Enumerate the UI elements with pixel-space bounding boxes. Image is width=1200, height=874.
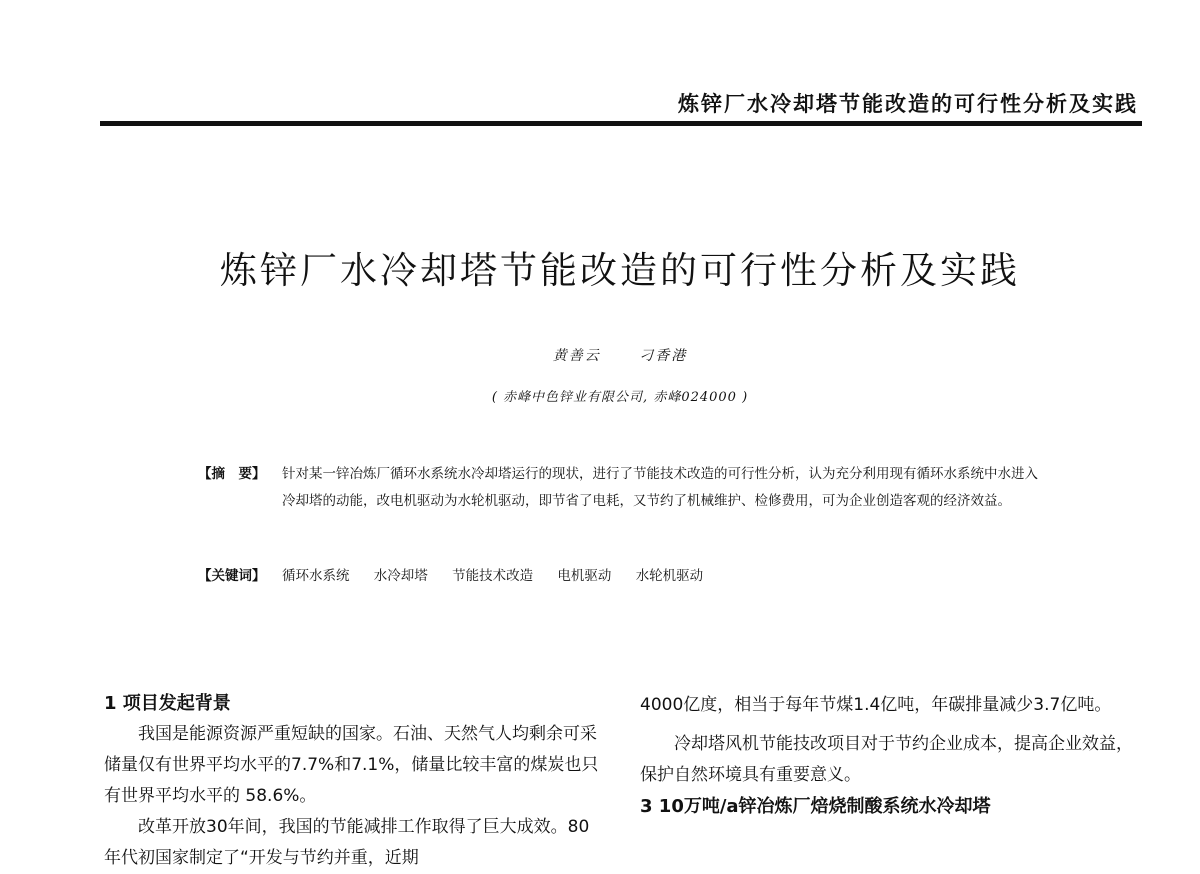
author-1: 黄善云 xyxy=(552,348,601,364)
paper-title: 炼锌厂水冷却塔节能改造的可行性分析及实践 xyxy=(220,249,1020,292)
abstract xyxy=(198,461,1048,515)
body-paragraph: 我国是能源资源严重短缺的国家。石油、天然气人均剩余可采储量仅有世界平均水平的7.7%和7.1%，储量比较丰富的煤炭也只有世界平均水平的 58.6%。 xyxy=(104,724,599,806)
keywords xyxy=(198,564,1048,588)
keyword: 循环水系统 xyxy=(282,568,350,584)
keyword: 水冷却塔 xyxy=(373,568,428,584)
keyword: 水轮机驱动 xyxy=(635,568,704,584)
running-header-title: 炼锌厂水冷却塔节能改造的可行性分析及实践 xyxy=(678,92,1138,116)
section-heading: 3 10万吨/a锌冶炼厂焙烧制酸系统水冷却塔 xyxy=(640,796,991,817)
keyword: 节能技术改造 xyxy=(452,568,534,584)
left-column xyxy=(104,688,600,874)
right-column xyxy=(640,690,1140,822)
affiliation: ( 赤峰中色锌业有限公司, 赤峰024000 ) xyxy=(491,390,749,405)
body-paragraph: 冷却塔风机节能技改项目对于节约企业成本，提高企业效益，保护自然环境具有重要意义。 xyxy=(640,734,1133,785)
body-paragraph: 4000亿度，相当于每年节煤1.4亿吨，年碳排量减少3.7亿吨。 xyxy=(640,695,1112,715)
abstract-label: 【摘 要】 xyxy=(198,466,266,482)
header-rule xyxy=(100,121,1142,126)
section-heading: 1 项目发起背景 xyxy=(104,693,231,714)
keyword: 电机驱动 xyxy=(557,568,612,584)
abstract-text: 针对某一锌冶炼厂循环水系统水冷却塔运行的现状，进行了节能技术改造的可行性分析，认为充分利用现有循环水系统中水进入冷却塔的动能，改电机驱动为水轮机驱动，即节省了电耗，又节约了机械维护、检修费用，可为企业创造客观的经济效益。 xyxy=(282,466,1038,509)
authors xyxy=(0,345,1200,365)
author-2: 刁香港 xyxy=(639,348,688,364)
body-paragraph: 改革开放30年间，我国的节能减排工作取得了巨大成效。80年代初国家制定了“开发与节约并重，近期 xyxy=(104,817,590,868)
keywords-label: 【关键词】 xyxy=(198,568,266,584)
